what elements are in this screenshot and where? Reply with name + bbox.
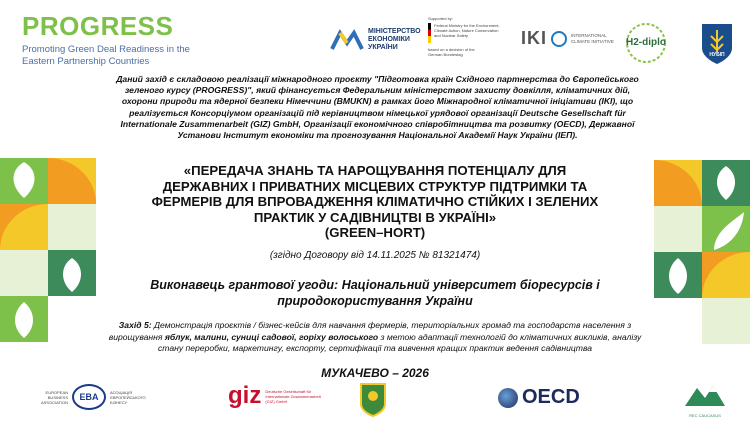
giz-logo [228, 384, 321, 408]
h2-label: H2-diplo [626, 37, 666, 48]
oecd-label: OECD [522, 386, 580, 408]
grant-executor: Виконавець грантової угоди: Національний університет біоресурсів і природокористування України [150, 278, 600, 308]
brand-subtitle: Promoting Green Deal Readiness in the Eastern Partnership Countries [22, 44, 190, 67]
bmuv-logo [428, 16, 510, 57]
project-acronym: (GREEN–HORT) [324, 225, 426, 240]
giz-text: Deutsche Gesellschaft für Internationale Zusammenarbeit (GIZ) GmbH [265, 388, 321, 404]
shield-icon [700, 22, 734, 66]
contract-reference: (згідно Договору від 14.11.2025 № 81321474) [269, 250, 481, 261]
city-year: МУКАЧЕВО – 2026 [321, 366, 429, 380]
rec-caucasus-logo [680, 382, 730, 418]
bmuv-footer: based on a decision of the German Bundestag [428, 47, 475, 57]
iki-abbr: IKI [521, 28, 548, 48]
rec-label: REC CAUCASUS [689, 413, 721, 418]
german-flag-icon [428, 23, 431, 43]
task-text-part2: з метою адаптації технологій до кліматичних викликів, аналізу стану переробки, маркетингу, експорту, сертифікації та вивчення кращих практик ведення садівництва [157, 331, 642, 353]
iki-globe-icon [551, 31, 567, 47]
mountains-icon [683, 382, 727, 408]
nubip-crest [700, 22, 734, 66]
task-label: Захід 5: [118, 320, 152, 330]
oecd-globe-icon [498, 388, 518, 408]
oblast-emblem [358, 382, 388, 423]
eba-right-text: АСОЦІАЦІЯ ЄВРОПЕЙСЬКОГО БІЗНЕСУ [110, 389, 146, 405]
crest-label: НУБІП [709, 52, 725, 58]
iki-logo [521, 28, 617, 49]
eba-left-text: EUROPEAN BUSINESS ASSOCIATION [40, 389, 68, 405]
progress-brand [22, 12, 222, 68]
eba-badge: EBA [72, 384, 106, 410]
task-description [96, 320, 654, 355]
oecd-logo [498, 386, 580, 409]
task-text-part1: Демонстрація проєктів / бізнес-кейсів для навчання фермерів, територіальних громад та господарств населення з вирощування [108, 320, 632, 342]
brand-title: PROGRESS [22, 11, 174, 41]
supported-by-label: Supported by: [428, 16, 453, 21]
bmuv-text: Federal Ministry for the Environment, Climate Action, Nature Conservation and Nuclear Safety [434, 23, 500, 38]
intro-paragraph: Даний захід є складовою реалізації міжнародного проєкту "Підготовка країн Східного партнерства до Європейського зеленого курсу (PROGRESS)", який фінансується Федеральним міністерством захисту довкілля, кліматичних дій, охорони природи та ядерної безпеки Німеччини (BMUKN) в рамках його Міжнародної кліматичної ініціативи (IKI), що реалізується Консорціумом організацій під керівництвом німецької урядової організації Deutsche Gesellschaft für Internationale Zusammenarbeit (GIZ) GmbH, Організації економічного співробітництва та розвитку (OECD), Державної Установи Інститут економіки та прогнозування Національної Академії Наук України (ІЕП). [116, 74, 639, 141]
ministry-label: МІНІСТЕРСТВО ЕКОНОМІКИ УКРАЇНИ [368, 28, 421, 51]
iki-text: INTERNATIONAL CLIMATE INITIATIVE [571, 33, 614, 44]
giz-label: giz [228, 382, 262, 409]
project-title-text: «ПЕРЕДАЧА ЗНАНЬ ТА НАРОЩУВАННЯ ПОТЕНЦІАЛУ ДЛЯ ДЕРЖАВНИХ І ПРИВАТНИХ МІСЦЕВИХ СТРУКТУР ПІДТРИМКИ ТА ФЕРМЕРІВ ДЛЯ ВПРОВАДЖЕННЯ КЛІМАТИЧНО СТІЙКИХ І ЗЕЛЕНИХ ПРАКТИК У САДІВНИЦТВІ В УКРАЇНІ» [151, 163, 599, 225]
h2-diplo-logo [622, 22, 670, 64]
eba-logo [40, 384, 146, 410]
emblem-shield-icon [358, 382, 388, 418]
project-title [150, 163, 600, 241]
ministry-economy-logo [330, 28, 428, 52]
task-crops: яблук, малини, суниці садової, горіху волоського [164, 331, 379, 342]
ministry-mark-icon [330, 29, 364, 51]
